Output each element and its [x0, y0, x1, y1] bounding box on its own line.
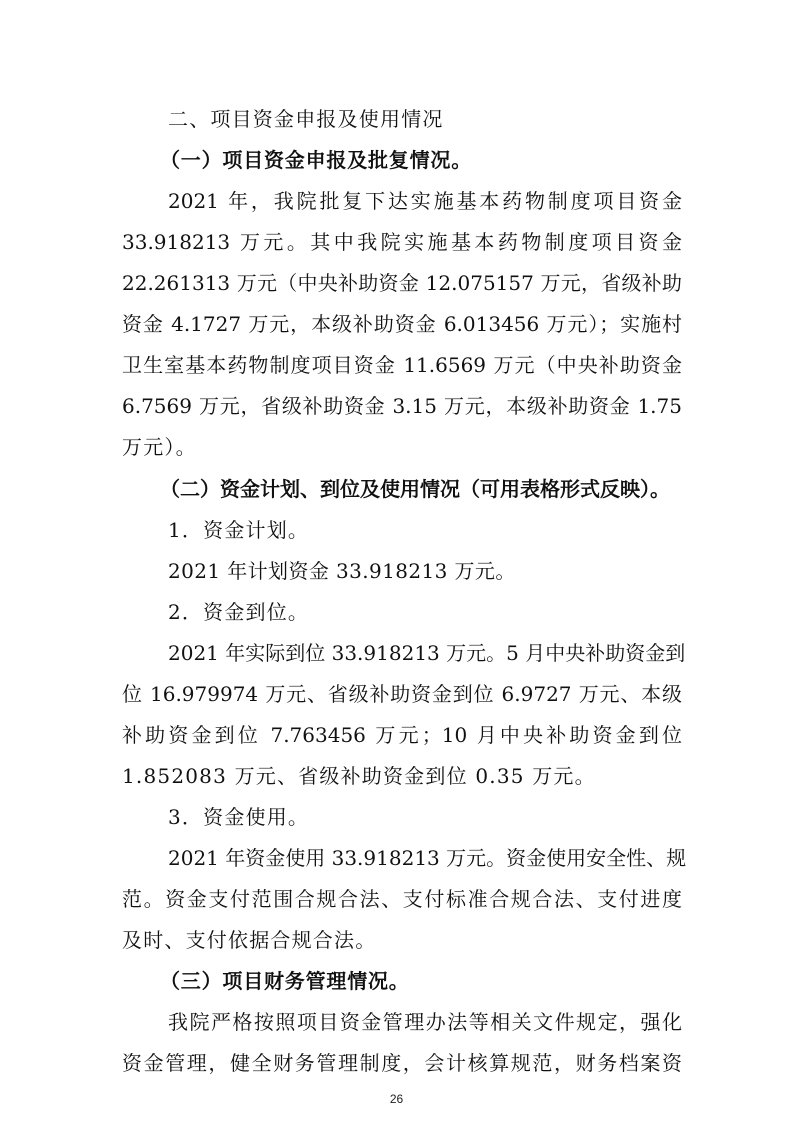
subsection-heading-3: （三）项目财务管理情况。: [160, 969, 410, 993]
paragraph-line: 补助资金到位 7.763456 万元；10 月中央补助资金到位: [122, 723, 682, 747]
paragraph-line: 33.918213 万元。其中我院实施基本药物制度项目资金: [122, 230, 682, 254]
paragraph-line: 2021 年，我院批复下达实施基本药物制度项目资金: [168, 189, 682, 213]
item-title-2: 2．资金到位。: [168, 600, 310, 624]
paragraph-line: 我院严格按照项目资金管理办法等相关文件规定，强化: [168, 1010, 682, 1034]
item-title-1: 1．资金计划。: [168, 518, 310, 542]
paragraph-line: 万元）。: [122, 435, 197, 459]
paragraph-line: 资金 4.1727 万元，本级补助资金 6.013456 万元）；实施村: [122, 312, 682, 336]
subsection-heading-2: （二）资金计划、到位及使用情况（可用表格形式反映）。: [160, 477, 670, 501]
paragraph-line: 1.852083 万元、省级补助资金到位 0.35 万元。: [122, 764, 596, 788]
paragraph-line: 6.7569 万元，省级补助资金 3.15 万元，本级补助资金 1.75: [122, 394, 682, 418]
paragraph-line: 范。资金支付范围合规合法、支付标准合规合法、支付进度: [122, 887, 682, 911]
paragraph-line: 位 16.979974 万元、省级补助资金到位 6.9727 万元、本级: [122, 682, 682, 706]
item-text-1: 2021 年计划资金 33.918213 万元。: [168, 559, 516, 583]
item-title-3: 3．资金使用。: [168, 805, 310, 829]
paragraph-line: 卫生室基本药物制度项目资金 11.6569 万元（中央补助资金: [122, 353, 682, 377]
page-number: 26: [389, 1092, 404, 1106]
section-heading: 二、项目资金申报及使用情况: [168, 107, 444, 131]
subsection-heading-1: （一）项目资金申报及批复情况。: [160, 148, 472, 172]
paragraph-line: 2021 年资金使用 33.918213 万元。资金使用安全性、规: [168, 846, 687, 870]
paragraph-line: 22.261313 万元（中央补助资金 12.075157 万元，省级补助: [122, 271, 682, 295]
paragraph-line: 2021 年实际到位 33.918213 万元。5 月中央补助资金到: [168, 641, 686, 665]
paragraph-line: 及时、支付依据合规合法。: [122, 928, 377, 952]
paragraph-line: 资金管理，健全财务管理制度，会计核算规范，财务档案资: [122, 1051, 682, 1075]
